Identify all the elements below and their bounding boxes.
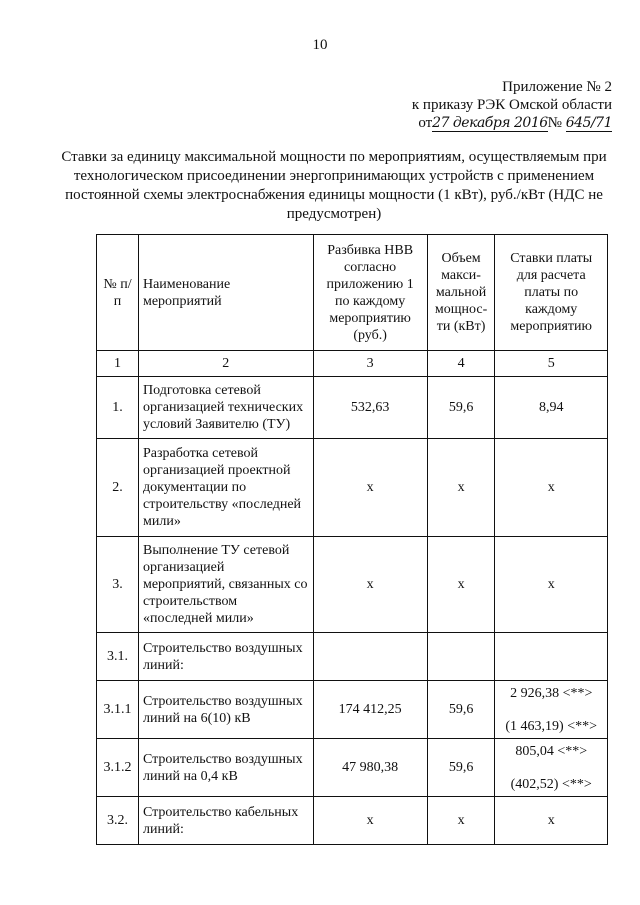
row-num: 2.: [97, 439, 139, 537]
appendix-title: Приложение № 2: [502, 79, 612, 95]
table-header-row: [97, 235, 608, 351]
row-nvv: x: [313, 439, 427, 537]
row-volume: x: [427, 439, 495, 537]
col-number: 4: [427, 351, 495, 377]
row-rate: x: [495, 439, 608, 537]
handwritten-order-number: 645/71: [565, 115, 612, 131]
table-row: [97, 633, 608, 681]
header-num: № п/п: [97, 235, 139, 351]
row-num: 3.2.: [97, 797, 139, 845]
row-rate: x: [495, 537, 608, 633]
table-row: [97, 797, 608, 845]
column-number-row: [97, 351, 608, 377]
row-name: Разработка сетевой организацией проектной документации по строительству «последней мили»: [138, 439, 313, 537]
table-row: [97, 439, 608, 537]
col-number: 5: [495, 351, 608, 377]
row-nvv: 174 412,25: [313, 681, 427, 739]
handwritten-date: 27 декабря 2016: [432, 115, 548, 131]
rate-value-alt: (1 463,19) <**>: [505, 718, 598, 734]
header-name: Наименование мероприятий: [138, 235, 313, 351]
from-label: от: [418, 115, 433, 131]
row-rate: [495, 681, 608, 739]
table-row: [97, 537, 608, 633]
row-volume: x: [427, 797, 495, 845]
row-nvv: [313, 633, 427, 681]
rate-value: 2 926,38 <**>: [510, 685, 593, 701]
row-nvv: 47 980,38: [313, 739, 427, 797]
col-number: 2: [138, 351, 313, 377]
table-row: [97, 681, 608, 739]
row-nvv: 532,63: [313, 377, 427, 439]
document-heading: Ставки за единицу максимальной мощности по мероприятиям, осуществляемым при технологическом присоединении энергопринимающих устройств с применением постоянной схемы электроснабжения единицы мощности (1 кВт), руб./кВт (НДС не предусмотрен): [61, 149, 607, 222]
col-number: 1: [97, 351, 139, 377]
row-volume: 59,6: [427, 739, 495, 797]
row-rate: 8,94: [495, 377, 608, 439]
row-num: 3.1.1: [97, 681, 139, 739]
row-name: Строительство воздушных линий на 6(10) кВ: [138, 681, 313, 739]
rates-table: [96, 234, 608, 845]
row-name: Строительство воздушных линий:: [138, 633, 313, 681]
appendix-date-number-line: [412, 114, 612, 132]
row-volume: x: [427, 537, 495, 633]
row-volume: 59,6: [427, 681, 495, 739]
table-row: [97, 377, 608, 439]
appendix-header: [412, 78, 612, 132]
row-name: Подготовка сетевой организацией технических условий Заявителю (ТУ): [138, 377, 313, 439]
rate-value: 805,04 <**>: [515, 743, 588, 759]
row-nvv: x: [313, 797, 427, 845]
row-name: Строительство воздушных линий на 0,4 кВ: [138, 739, 313, 797]
header-nvv: Разбивка НВВ согласно приложению 1 по каждому мероприятию (руб.): [313, 235, 427, 351]
table-row: [97, 739, 608, 797]
row-rate: [495, 739, 608, 797]
header-rate: Ставки платы для расчета платы по каждому мероприятию: [495, 235, 608, 351]
header-volume: Объем макси-мальной мощнос-ти (кВт): [427, 235, 495, 351]
page-number: 10: [312, 37, 328, 53]
number-label: №: [547, 115, 562, 131]
col-number: 3: [313, 351, 427, 377]
row-num: 3.1.2: [97, 739, 139, 797]
row-rate: [495, 633, 608, 681]
row-volume: [427, 633, 495, 681]
rate-value-alt: (402,52) <**>: [510, 776, 592, 792]
row-nvv: x: [313, 537, 427, 633]
appendix-order-ref: к приказу РЭК Омской области: [411, 97, 612, 113]
row-num: 3.1.: [97, 633, 139, 681]
row-num: 3.: [97, 537, 139, 633]
row-volume: 59,6: [427, 377, 495, 439]
row-name: Выполнение ТУ сетевой организацией мероприятий, связанных со строительством «последней мили»: [138, 537, 313, 633]
row-num: 1.: [97, 377, 139, 439]
row-rate: x: [495, 797, 608, 845]
row-name: Строительство кабельных линий:: [138, 797, 313, 845]
